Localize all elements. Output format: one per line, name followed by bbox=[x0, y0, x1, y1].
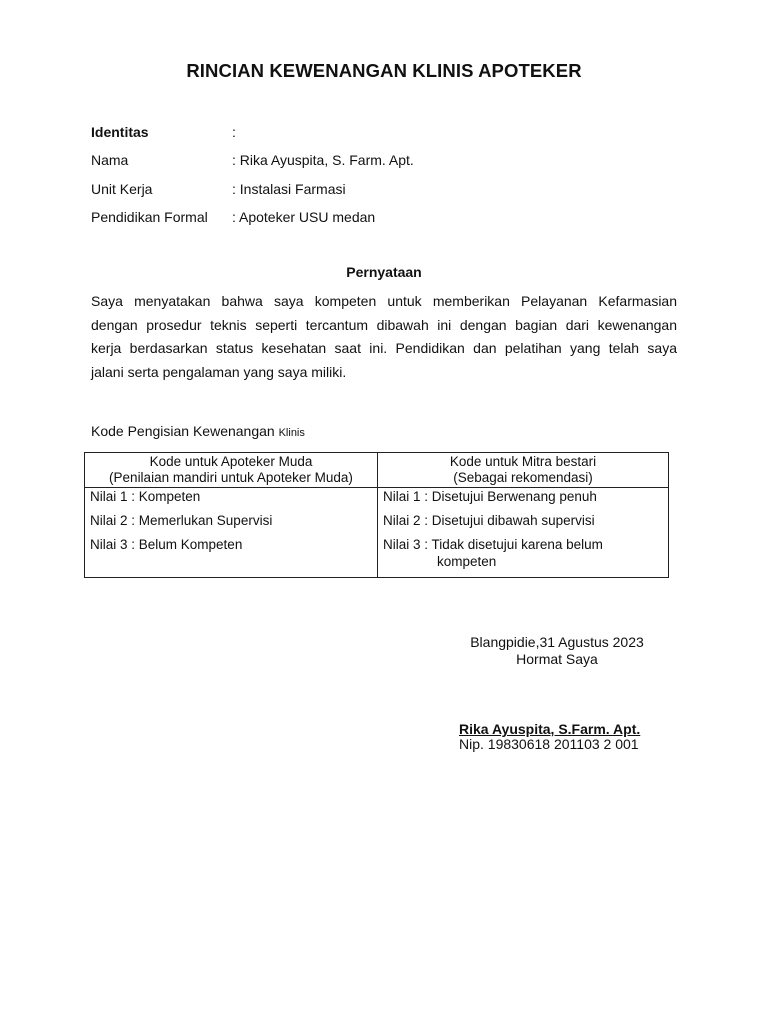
code-section-heading bbox=[91, 423, 305, 439]
statement-line: Saya menyatakan bahwa saya kompeten untuk memberikan Pelayanan Kefarmasian bbox=[91, 293, 677, 309]
table-cell-text-continued: kompeten bbox=[437, 554, 497, 569]
statement-line: jalani serta pengalaman yang saya miliki. bbox=[91, 363, 347, 380]
signer-nip: Nip. 19830618 201103 2 001 bbox=[459, 736, 639, 752]
page-title: RINCIAN KEWENANGAN KLINIS APOTEKER bbox=[186, 60, 582, 81]
signoff-place-date: Blangpidie,31 Agustus 2023 bbox=[470, 634, 644, 650]
statement-line: kerja berdasarkan status kesehatan saat ini. Pendidikan dan pelatihan yang telah saya bbox=[91, 340, 677, 356]
table-header-line: Kode untuk Mitra bestari bbox=[449, 454, 597, 469]
statement-line: dengan prosedur teknis seperti tercantum dibawah ini dengan bagian dari kewenangan bbox=[91, 316, 677, 333]
table-header-apoteker-muda bbox=[85, 453, 377, 486]
identity-label: Nama bbox=[91, 152, 129, 168]
identity-value: : Instalasi Farmasi bbox=[232, 181, 346, 197]
identity-value: : Rika Ayuspita, S. Farm. Apt. bbox=[232, 152, 414, 168]
table-cell-left-row3: Nilai 3 : Belum Kompeten bbox=[90, 537, 243, 552]
code-heading-small: Klinis bbox=[278, 427, 305, 439]
code-table bbox=[84, 452, 669, 578]
identity-heading-colon: : bbox=[232, 124, 236, 140]
table-cell-right-row3 bbox=[383, 536, 603, 570]
statement-heading: Pernyataan bbox=[346, 264, 422, 280]
table-header-mitra-bestari bbox=[378, 453, 668, 486]
statement-paragraph bbox=[91, 290, 677, 384]
identity-label: Unit Kerja bbox=[91, 181, 153, 197]
table-header-line: Kode untuk Apoteker Muda bbox=[149, 454, 313, 469]
table-cell-text: Nilai 3 : Tidak disetujui karena belum bbox=[383, 537, 603, 552]
table-header-line: (Penilaian mandiri untuk Apoteker Muda) bbox=[109, 470, 353, 485]
signer-name: Rika Ayuspita, S.Farm. Apt. bbox=[459, 721, 641, 737]
identity-label: Pendidikan Formal bbox=[91, 209, 208, 225]
table-cell-right-row1: Nilai 1 : Disetujui Berwenang penuh bbox=[383, 489, 597, 504]
table-cell-right-row2: Nilai 2 : Disetujui dibawah supervisi bbox=[383, 513, 595, 528]
identity-heading-label: Identitas bbox=[91, 124, 149, 140]
table-cell-left-row2: Nilai 2 : Memerlukan Supervisi bbox=[90, 513, 273, 528]
code-heading-main: Kode Pengisian Kewenangan bbox=[91, 423, 275, 439]
signoff-closing: Hormat Saya bbox=[516, 651, 598, 667]
table-header-line: (Sebagai rekomendasi) bbox=[453, 470, 593, 485]
identity-value: : Apoteker USU medan bbox=[232, 209, 376, 225]
table-cell-left-row1: Nilai 1 : Kompeten bbox=[90, 489, 201, 504]
